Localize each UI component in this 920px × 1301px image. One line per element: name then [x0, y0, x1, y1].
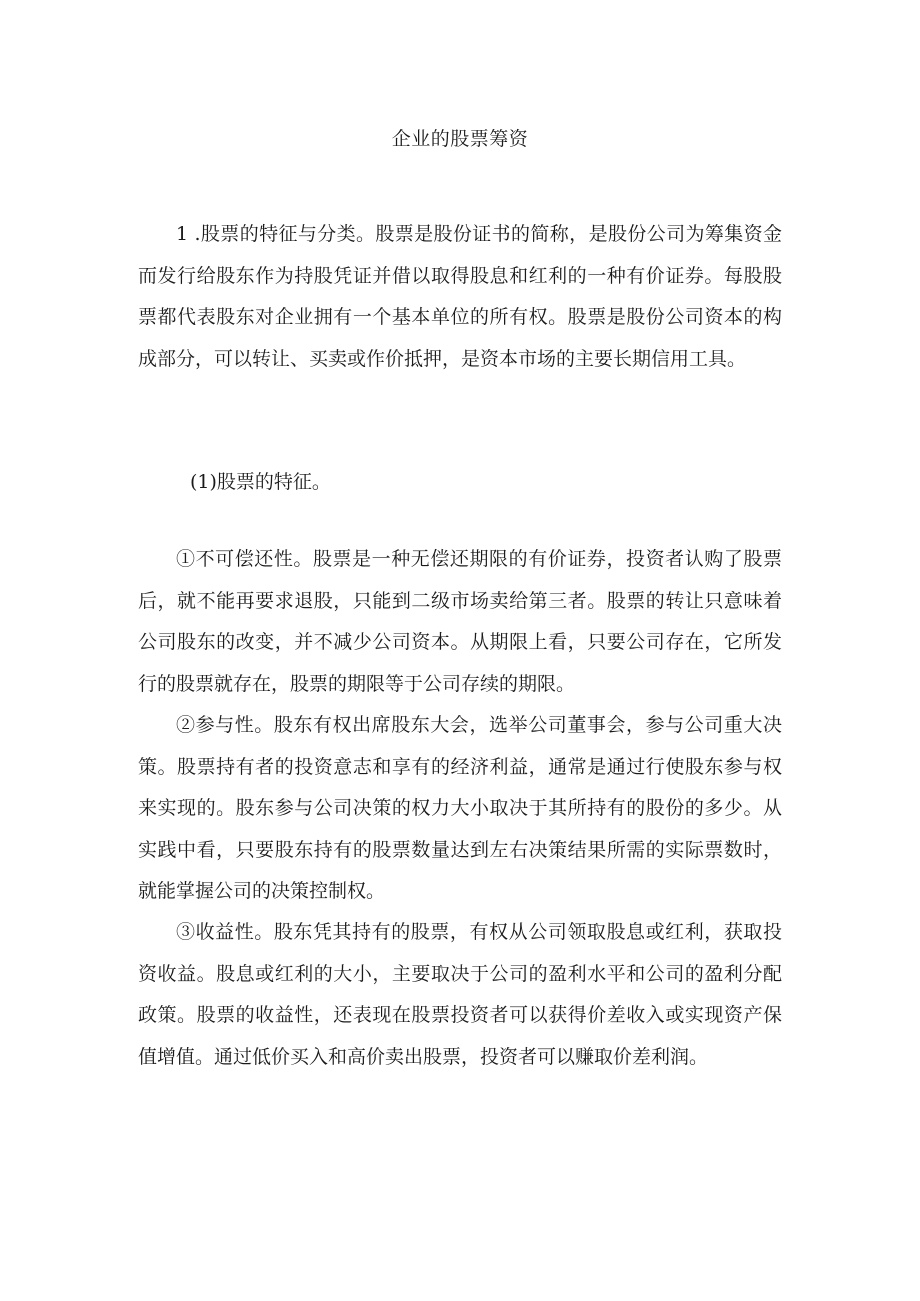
paragraph-stock-features-and-classification: 1 .股票的特征与分类。股票是股份证书的简称，是股份公司为筹集资金而发行给股东作为持股凭证并借以取得股息和红利的一种有价证券。每股股票都代表股东对企业拥有一个基本单位的所有权。股票是股份公司资本的构成部分，可以转让、买卖或作价抵押，是资本市场的主要长期信用工具。 — [138, 223, 782, 370]
paragraph-participation: ②参与性。股东有权出席股东大会，选举公司董事会，参与公司重大决策。股票持有者的投资意志和享有的经济利益，通常是通过行使股东参与权来实现的。股东参与公司决策的权力大小取决于其所持有的股份的多少。从实践中看，只要股东持有的股票数量达到左右决策结果所需的实际票数时，就能掌握公司的决策控制权。 — [138, 714, 782, 902]
paragraph-stock-features-heading: (1)股票的特征。 — [190, 471, 331, 493]
paragraph-profitability: ③收益性。股东凭其持有的股票，有权从公司领取股息或红利，获取投资收益。股息或红利的大小，主要取决于公司的盈利水平和公司的盈利分配政策。股票的收益性，还表现在股票投资者可以获得价差收入或实现资产保值增值。通过低价买入和高价卖出股票，投资者可以赚取价差利润。 — [138, 921, 782, 1068]
document-title: 企业的股票筹资 — [391, 128, 529, 150]
paragraph-non-redeemability: ①不可偿还性。股票是一种无偿还期限的有价证券，投资者认购了股票后，就不能再要求退股，只能到二级市场卖给第三者。股票的转让只意味着公司股东的改变，并不减少公司资本。从期限上看，只要公司存在，它所发行的股票就存在，股票的期限等于公司存续的期限。 — [138, 548, 782, 695]
